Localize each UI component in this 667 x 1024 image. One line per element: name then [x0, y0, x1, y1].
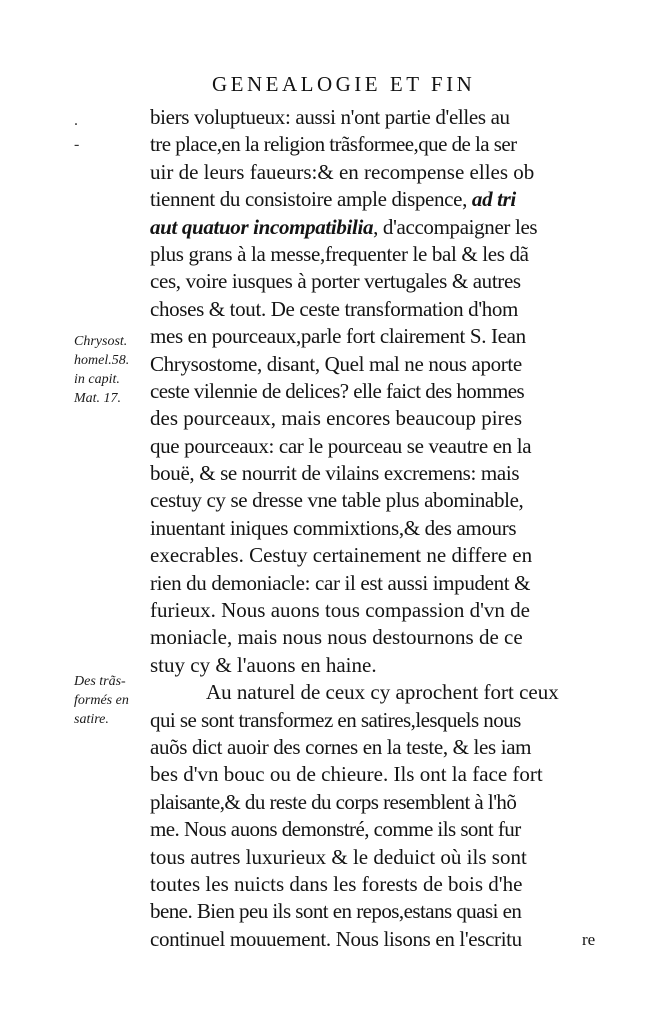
marginal-note-line: Des trãs- — [74, 674, 126, 689]
latin-phrase: aut quatuor incompatibilia — [150, 214, 374, 239]
text-line: tous autres luxurieux & le deduict où ils sont — [150, 844, 527, 869]
marginal-note-line: homel.58. — [74, 353, 130, 368]
body-text — [150, 104, 600, 953]
text-line: Au naturel de ceux cy aprochent fort ceux — [206, 680, 559, 705]
text-line: bes d'vn bouc ou de chieure. Ils ont la face fort — [150, 762, 543, 787]
marginal-note-line: Mat. 17. — [74, 391, 122, 406]
text-line: inuentant iniques commixtions,& des amours — [150, 515, 517, 540]
text-line: rien du demoniacle: car il est aussi impudent & — [150, 570, 531, 595]
text-line: plus grans à la messe,frequenter le bal & les dã — [150, 241, 529, 266]
marginal-note-chrysostom — [74, 332, 129, 408]
text-line: mes en pourceaux,parle fort clairement S. Iean — [150, 324, 526, 349]
text-line: continuel mouuement. Nous lisons en l'escritu — [150, 926, 522, 951]
text-line: stuy cy & l'auons en haine. — [150, 652, 377, 677]
marginal-note-line: satire. — [74, 712, 109, 727]
text-line: plaisante,& du reste du corps resemblent à l'hõ — [150, 789, 517, 814]
marginal-note-line: in capit. — [74, 372, 120, 387]
text-line: moniacle, mais nous nous destournons de ce — [150, 625, 523, 650]
text-line: choses & tout. De ceste transformation d'hom — [150, 296, 519, 321]
marginal-note-satires — [74, 672, 129, 729]
text-line: uir de leurs faueurs:& en recompense elles ob — [150, 159, 535, 184]
text-line: auõs dict auoir des cornes en la teste, & les iam — [150, 734, 532, 759]
text-line: tiennent du consistoire ample dispence, ad tri — [150, 187, 516, 212]
catchword: re — [582, 930, 596, 949]
text-line: bouë, & se nourrit de vilains excremens: mais — [150, 461, 520, 486]
marginal-note-line: formés en — [74, 693, 129, 708]
text-line: biers voluptueux: aussi n'ont partie d'elles au — [150, 105, 510, 129]
margin-dash-mark: - — [74, 136, 80, 153]
marginal-note-line: Chrysost. — [74, 334, 128, 349]
text-line: furieux. Nous auons tous compassion d'vn de — [150, 598, 530, 623]
text-line: qui se sont transformez en satires,lesquels nous — [150, 707, 521, 732]
text-line: des pourceaux, mais encores beaucoup pires — [150, 406, 523, 431]
text-line: tre place,en la religion trãsformee,que de la ser — [150, 132, 517, 157]
text-line: cestuy cy se dresse vne table plus abominable, — [150, 488, 524, 513]
text-line: me. Nous auons demonstré, comme ils sont fur — [150, 817, 521, 842]
text-line: execrables. Cestuy certainement ne differe en — [150, 543, 533, 568]
latin-phrase: ad tri — [471, 187, 516, 212]
text-line: ceste vilennie de delices? elle faict des hommes — [150, 378, 525, 403]
text-line: bene. Bien peu ils sont en repos,estans quasi en — [150, 899, 522, 924]
text-line: aut quatuor incompatibilia, d'accompaigner les — [150, 214, 538, 239]
margin-dot-mark: . — [74, 112, 78, 129]
text-line: toutes les nuicts dans les forests de bois d'he — [150, 871, 523, 896]
running-head: GENEALOGIE ET FIN — [212, 72, 476, 96]
text-line: que pourceaux: car le pourceau se veautre en la — [150, 433, 532, 458]
text-line: ces, voire iusques à porter vertugales & autres — [150, 269, 521, 294]
text-line: Chrysostome, disant, Quel mal ne nous aporte — [150, 351, 522, 376]
